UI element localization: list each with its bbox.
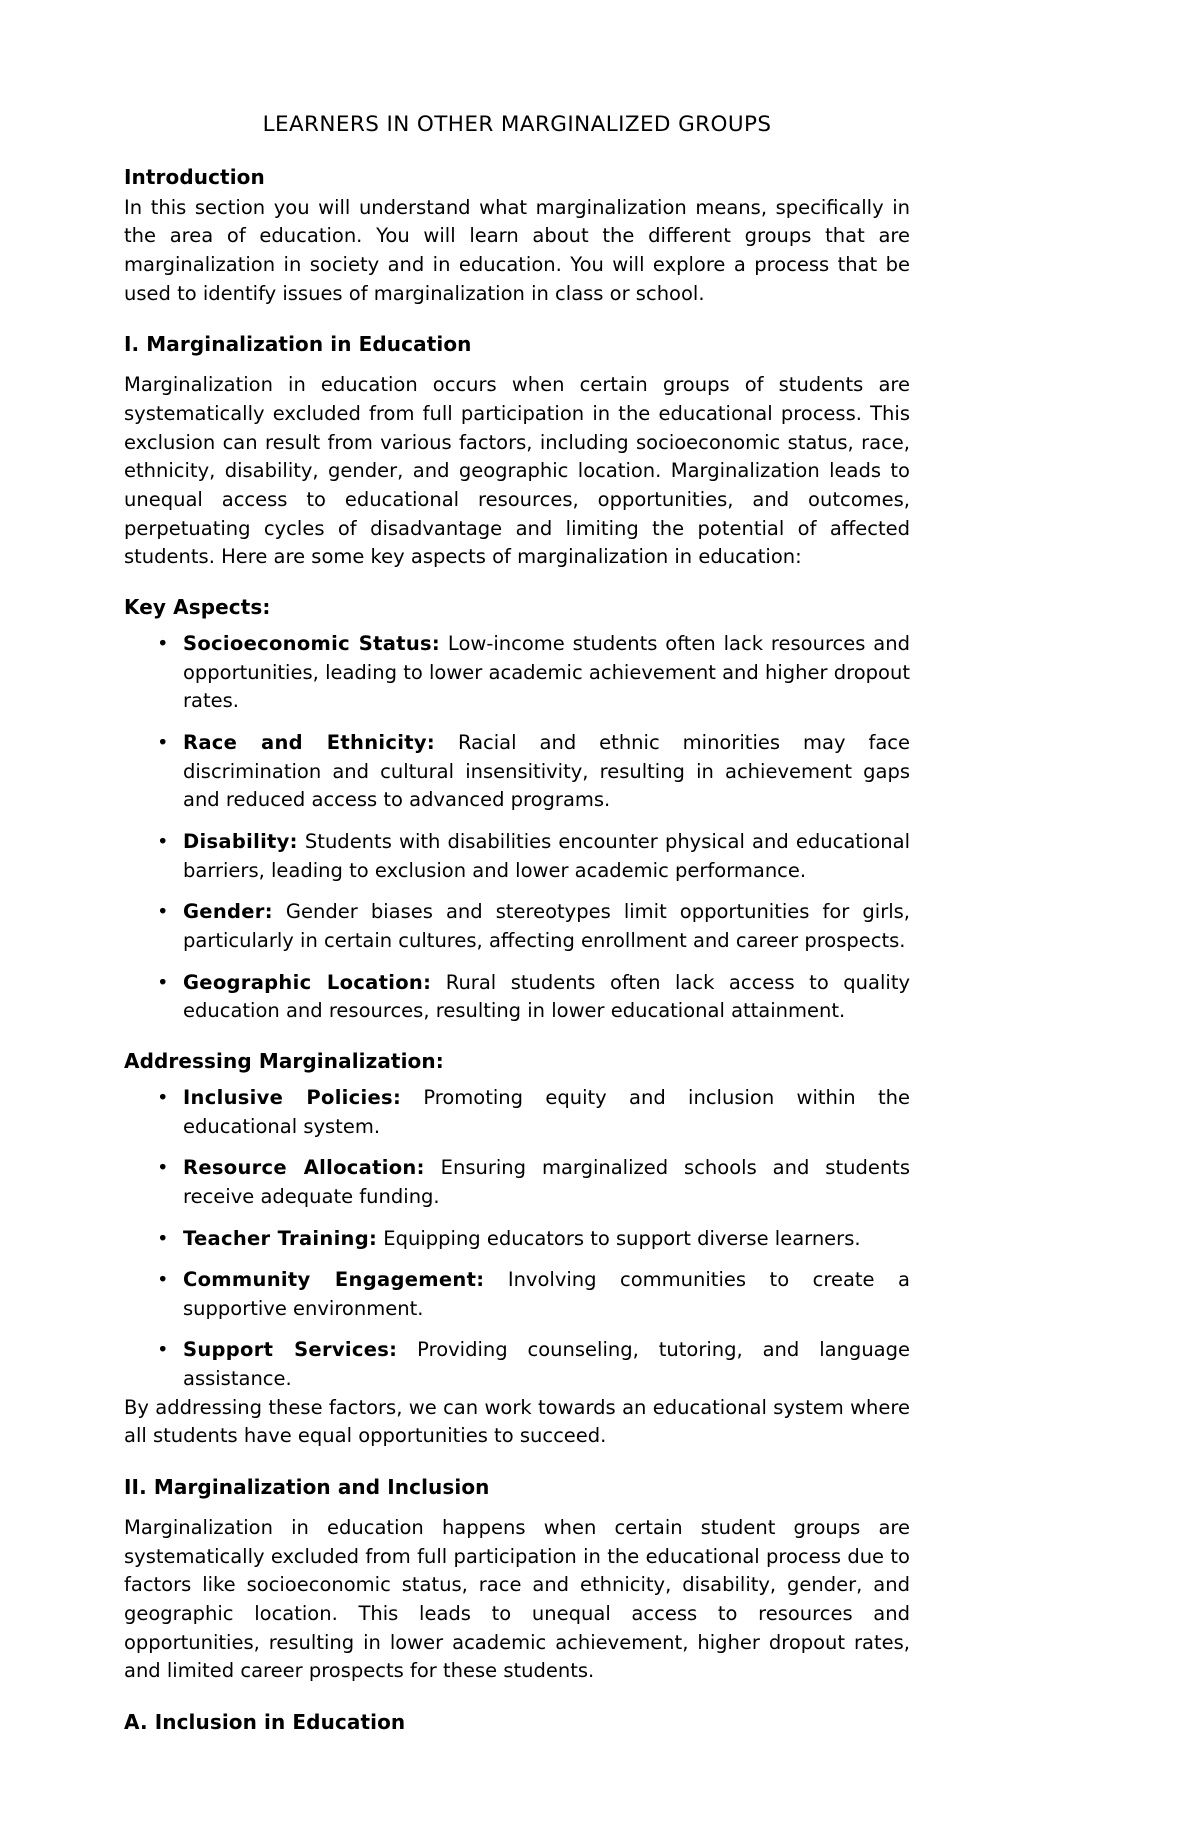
bullet-dot-icon: • xyxy=(157,1156,169,1180)
list-item-label: Community Engagement: xyxy=(183,1268,485,1292)
list-item-text: Students with disabilities encounter physical and educational barriers, leading to exclusion and lower academic performance. xyxy=(183,829,910,882)
paragraph-part-one: Marginalization in education occurs when certain groups of students are systematically excluded from full participation in the educational process. This exclusion can result from various factors, including socioeconomic status, race, ethnicity, disability, gender, and geographic location. Marginalization leads to unequal access to educational resources, opportunities, and outcomes, perpetuating cycles of disadvantage and limiting the potential of affected students. Here are some key aspects of marginalization in education: xyxy=(124,373,910,569)
bullet-dot-icon: • xyxy=(157,1085,169,1109)
document-content xyxy=(124,112,910,1749)
list-item-label: Disability: xyxy=(183,829,298,853)
list-item-text: Equipping educators to support diverse learners. xyxy=(377,1226,861,1250)
list-item-label: Geographic Location: xyxy=(183,970,432,994)
list-item-label: Resource Allocation: xyxy=(183,1156,425,1180)
heading-part-two-a: A. Inclusion in Education xyxy=(124,1710,406,1735)
list-item xyxy=(124,898,910,955)
bullet-dot-icon: • xyxy=(157,1268,169,1292)
list-item-text: Promoting equity and inclusion within the educational system. xyxy=(183,1085,910,1138)
bullet-dot-icon: • xyxy=(157,730,169,754)
list-item xyxy=(124,1266,910,1323)
list-item xyxy=(124,1154,910,1211)
list-item-text: Racial and ethnic minorities may face discrimination and cultural insensitivity, resulting in achievement gaps and reduced access to advanced programs. xyxy=(183,730,910,812)
list-item-label: Socioeconomic Status: xyxy=(183,632,441,656)
paragraph-introduction: In this section you will understand what marginalization means, specifically in the area of education. You will learn about the different groups that are marginalization in society and in education. You will explore a process that be used to identify issues of marginalization in class or school. xyxy=(124,195,910,305)
heading-addressing-marginalization: Addressing Marginalization: xyxy=(124,1048,444,1073)
bullet-dot-icon: • xyxy=(157,900,169,924)
list-item-label: Gender: xyxy=(183,900,273,924)
list-item-text: Ensuring marginalized schools and students receive adequate funding. xyxy=(183,1156,910,1208)
list-item-text: Gender biases and stereotypes limit opportunities for girls, particularly in certain cultures, affecting enrollment and career prospects. xyxy=(183,900,910,952)
bullet-dot-icon: • xyxy=(157,970,169,994)
list-item-text: Rural students often lack access to quality education and resources, resulting in lower educational attainment. xyxy=(183,970,911,1023)
list-item-label: Teacher Training: xyxy=(183,1226,378,1250)
list-item-label: Race and Ethnicity: xyxy=(183,730,435,754)
heading-introduction: Introduction xyxy=(124,164,265,189)
list-item xyxy=(124,630,910,716)
bullet-dot-icon: • xyxy=(157,632,169,656)
bullet-dot-icon: • xyxy=(157,1226,169,1250)
list-item-text: Low-income students often lack resources and opportunities, leading to lower academic achievement and higher dropout rates. xyxy=(183,632,910,713)
paragraph-closing: By addressing these factors, we can work towards an educational system where all students have equal opportunities to succeed. xyxy=(124,1395,910,1448)
bullet-dot-icon: • xyxy=(157,1338,169,1362)
heading-part-two: II. Marginalization and Inclusion xyxy=(124,1475,490,1500)
list-item-label: Support Services: xyxy=(183,1338,398,1362)
document-title: LEARNERS IN OTHER MARGINALIZED GROUPS xyxy=(262,112,772,137)
list-item xyxy=(124,1225,910,1254)
key-aspects-list xyxy=(124,630,910,1026)
list-item-text: Providing counseling, tutoring, and language assistance. xyxy=(183,1338,910,1391)
list-item xyxy=(124,1336,910,1393)
heading-key-aspects: Key Aspects: xyxy=(124,595,271,620)
paragraph-part-two: Marginalization in education happens when certain student groups are systematically excluded from full participation in the educational process due to factors like socioeconomic status, race and ethnicity, disability, gender, and geographic location. This leads to unequal access to resources and opportunities, resulting in lower academic achievement, higher dropout rates, and limited career prospects for these students. xyxy=(124,1516,910,1683)
list-item-label: Inclusive Policies: xyxy=(183,1085,402,1109)
addressing-list xyxy=(124,1084,910,1394)
list-item xyxy=(124,828,910,885)
bullet-dot-icon: • xyxy=(157,829,169,853)
list-item xyxy=(124,729,910,815)
list-item xyxy=(124,1084,910,1141)
heading-part-one: I. Marginalization in Education xyxy=(124,332,472,357)
list-item xyxy=(124,969,910,1026)
list-item-text: Involving communities to create a supportive environment. xyxy=(183,1268,911,1320)
